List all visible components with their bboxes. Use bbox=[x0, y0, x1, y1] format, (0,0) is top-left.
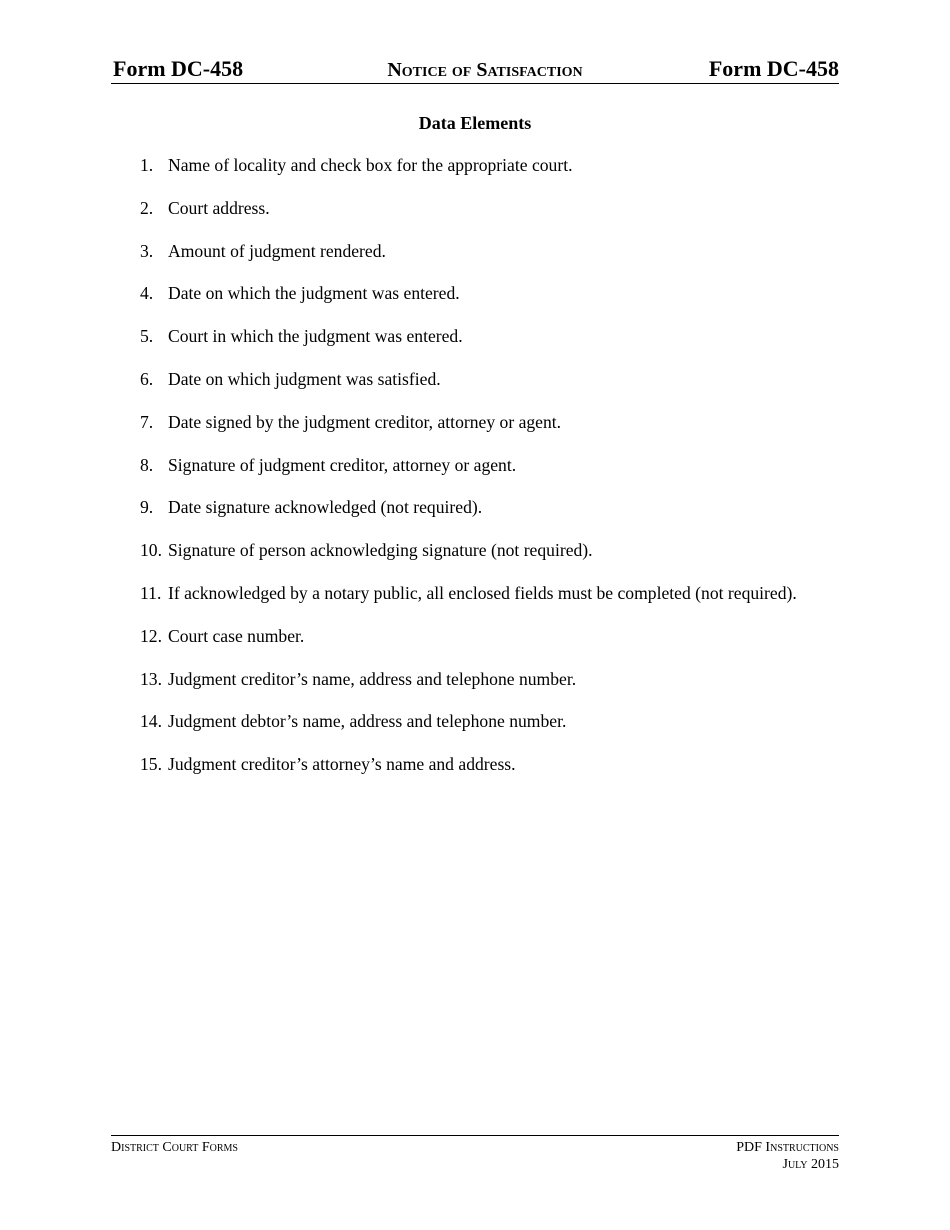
item-text: Signature of judgment creditor, attorney or agent. bbox=[168, 454, 517, 475]
footer-right-line2: July 2015 bbox=[782, 1157, 839, 1172]
item-text: Amount of judgment rendered. bbox=[168, 240, 386, 261]
list-item bbox=[140, 582, 860, 625]
footer-right-line1: PDF Instructions bbox=[736, 1140, 839, 1155]
footer-right bbox=[736, 1139, 839, 1173]
list-item bbox=[140, 668, 860, 711]
item-number: 1. bbox=[140, 155, 154, 175]
item-text: If acknowledged by a notary public, all enclosed fields must be completed (not required). bbox=[168, 582, 797, 603]
footer-left: District Court Forms bbox=[111, 1140, 238, 1155]
list-item bbox=[140, 368, 860, 411]
list-item bbox=[140, 454, 860, 497]
item-text: Signature of person acknowledging signature (not required). bbox=[168, 540, 593, 561]
item-number: 4. bbox=[140, 283, 154, 304]
list-item bbox=[140, 710, 860, 753]
item-text: Date signature acknowledged (not required). bbox=[168, 497, 483, 518]
item-number: 2. bbox=[140, 197, 154, 218]
item-number: 5. bbox=[140, 326, 154, 347]
item-number: 6. bbox=[140, 368, 154, 389]
item-number: 12. bbox=[140, 625, 162, 646]
list-item bbox=[140, 539, 860, 582]
list-item bbox=[140, 496, 860, 539]
item-number: 15. bbox=[140, 754, 162, 775]
item-text: Judgment debtor’s name, address and telephone number. bbox=[168, 711, 567, 732]
list-item bbox=[140, 154, 860, 197]
item-text: Date on which the judgment was entered. bbox=[168, 283, 460, 304]
list-item bbox=[140, 197, 860, 240]
item-number: 9. bbox=[140, 497, 154, 518]
list-item bbox=[140, 411, 860, 454]
data-elements-list bbox=[140, 154, 860, 796]
item-text: Name of locality and check box for the appropriate court. bbox=[168, 155, 573, 175]
form-number-right: Form DC-458 bbox=[708, 56, 839, 81]
list-item bbox=[140, 753, 860, 796]
list-item bbox=[140, 240, 860, 283]
item-number: 14. bbox=[140, 711, 162, 732]
page-header bbox=[111, 55, 839, 84]
item-text: Court case number. bbox=[168, 625, 305, 646]
item-text: Date signed by the judgment creditor, attorney or agent. bbox=[168, 411, 562, 432]
section-heading: Data Elements bbox=[418, 113, 532, 133]
item-text: Judgment creditor’s name, address and telephone number. bbox=[168, 668, 577, 689]
item-text: Court in which the judgment was entered. bbox=[168, 326, 463, 347]
item-number: 3. bbox=[140, 240, 154, 261]
list-item bbox=[140, 625, 860, 668]
form-number-left: Form DC-458 bbox=[113, 56, 244, 81]
form-title: Notice of Satisfaction bbox=[387, 59, 583, 81]
page-footer bbox=[111, 1135, 839, 1176]
list-item bbox=[140, 282, 860, 325]
item-number: 13. bbox=[140, 668, 162, 689]
item-number: 8. bbox=[140, 454, 154, 475]
item-number: 7. bbox=[140, 411, 154, 432]
item-text: Court address. bbox=[168, 197, 270, 218]
item-number: 11. bbox=[140, 582, 162, 603]
item-number: 10. bbox=[140, 540, 162, 561]
list-item bbox=[140, 325, 860, 368]
item-text: Judgment creditor’s attorney’s name and address. bbox=[168, 754, 516, 775]
item-text: Date on which judgment was satisfied. bbox=[168, 368, 441, 389]
